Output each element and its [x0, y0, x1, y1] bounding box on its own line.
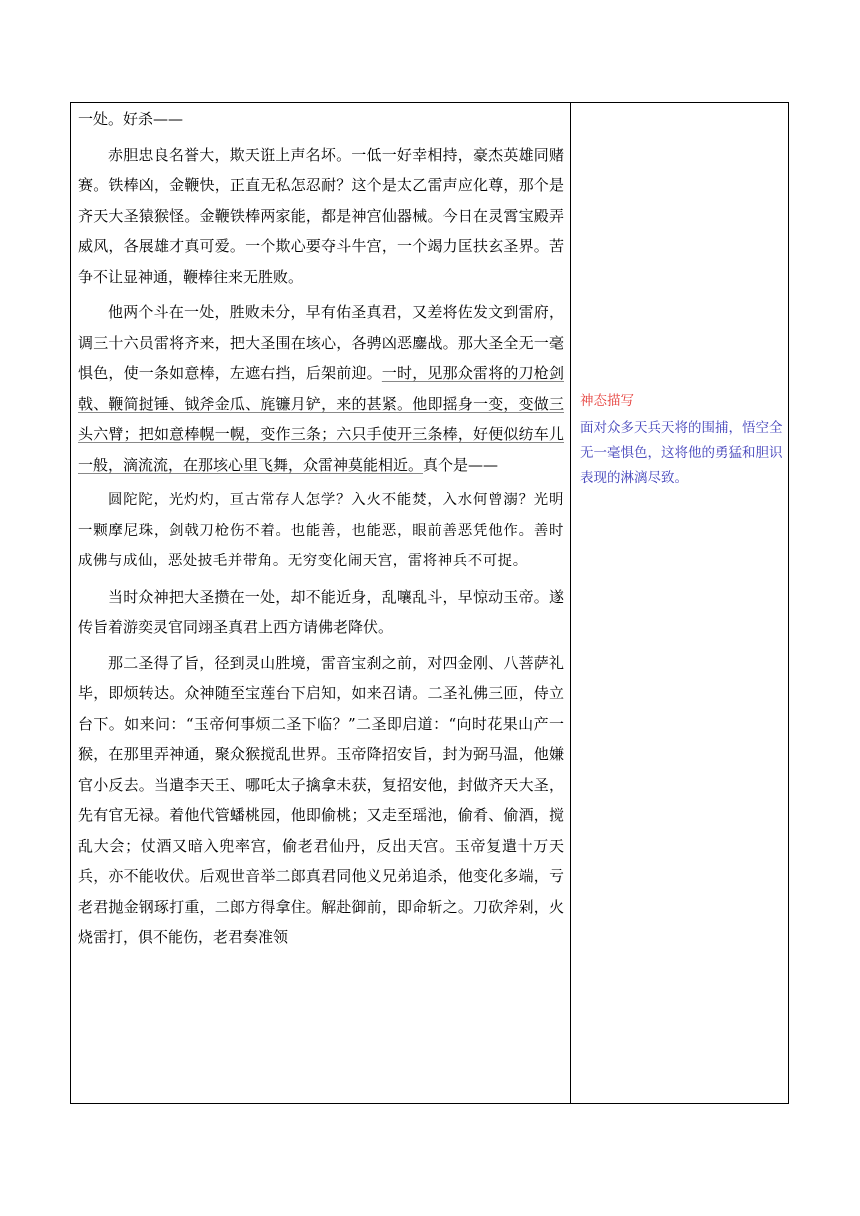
document-table — [70, 102, 789, 1104]
annotation-cell — [580, 386, 786, 491]
paragraph: 那二圣得了旨，径到灵山胜境，雷音宝刹之前，对四金刚、八菩萨礼毕，即烦转达。众神随至宝莲台下启知，如来召请。二圣礼佛三匝，侍立台下。如来问：“玉帝何事烦二圣下临？”二圣即启道：“向时花果山产一猴，在那里弄神通，聚众猴搅乱世界。玉帝降招安旨，封为弼马温，他嫌官小反去。当遣李天王、哪吒太子擒拿未获，复招安他，封做齐天大圣，先有官无禄。着他代管蟠桃园，他即偷桃；又走至瑶池，偷肴、偷酒，搅乱大会；仗酒又暗入兜率宫，偷老君仙丹，反出天宫。玉帝复遣十万天兵，亦不能收伏。后观世音举二郎真君同他义兄弟追杀，他变化多端，亏老君抛金钢琢打重，二郎方得拿住。解赴御前，即命斩之。刀砍斧剁，火烧雷打，俱不能伤，老君奏准领 — [78, 653, 564, 946]
annotation-label: 神态描写 — [580, 393, 634, 409]
underlined-passage: 一时，见那众雷将的刀枪剑戟、鞭简挝锤、钺斧金瓜、旄镰月铲，来的甚紧。他即摇身一变，变做三头六臂；把如意棒幌一幌，变作三条；六只手使开三条棒，好便似纺车儿一般，滴流流，在那垓心里飞舞，众雷神莫能相近。 — [78, 364, 564, 474]
paragraph-text: 他两个斗在一处，胜败未分，早有佑圣真君，又差将佐发文到雷府，调三十六员雷将齐来，把大圣围在垓心，各骋凶恶鏖战。那大圣全无一毫惧色，使一条如意棒，左遮右挡，后架前迎。 — [78, 303, 564, 382]
paragraph — [78, 297, 564, 480]
column-divider — [570, 103, 571, 1103]
paragraph-text: 真个是—— — [423, 455, 499, 474]
paragraph: 一处。好杀—— — [78, 110, 184, 128]
text-cell — [78, 103, 564, 953]
poem-paragraph: 圆陀陀，光灼灼，亘古常存人怎学？入火不能焚，入水何曾溺？光明一颗摩尼珠，剑戟刀枪伤不着。也能善，也能恶，眼前善恶凭他作。善时成佛与成仙，恶处披毛并带角。无穷变化闹天宫，雷将神兵不可捉。 — [78, 492, 564, 569]
annotation-text: 面对众多天兵天将的围捕，悟空全无一毫惧色，这将他的勇猛和胆识表现的淋漓尽致。 — [580, 420, 783, 486]
poem-paragraph: 赤胆忠良名誉大，欺天诳上声名坏。一低一好幸相持，豪杰英雄同赌赛。铁棒凶，金鞭快，正直无私怎忍耐？这个是太乙雷声应化尊，那个是齐天大圣猿猴怪。金鞭铁棒两家能，都是神宫仙器械。今日在灵霄宝殿弄威风，各展雄才真可爱。一个欺心要夺斗牛宫，一个竭力匡扶玄圣界。苦争不让显神通，鞭棒往来无胜败。 — [78, 145, 564, 286]
paragraph: 当时众神把大圣攒在一处，却不能近身，乱嚷乱斗，早惊动玉帝。遂传旨着游奕灵官同翊圣真君上西方请佛老降伏。 — [78, 587, 564, 636]
